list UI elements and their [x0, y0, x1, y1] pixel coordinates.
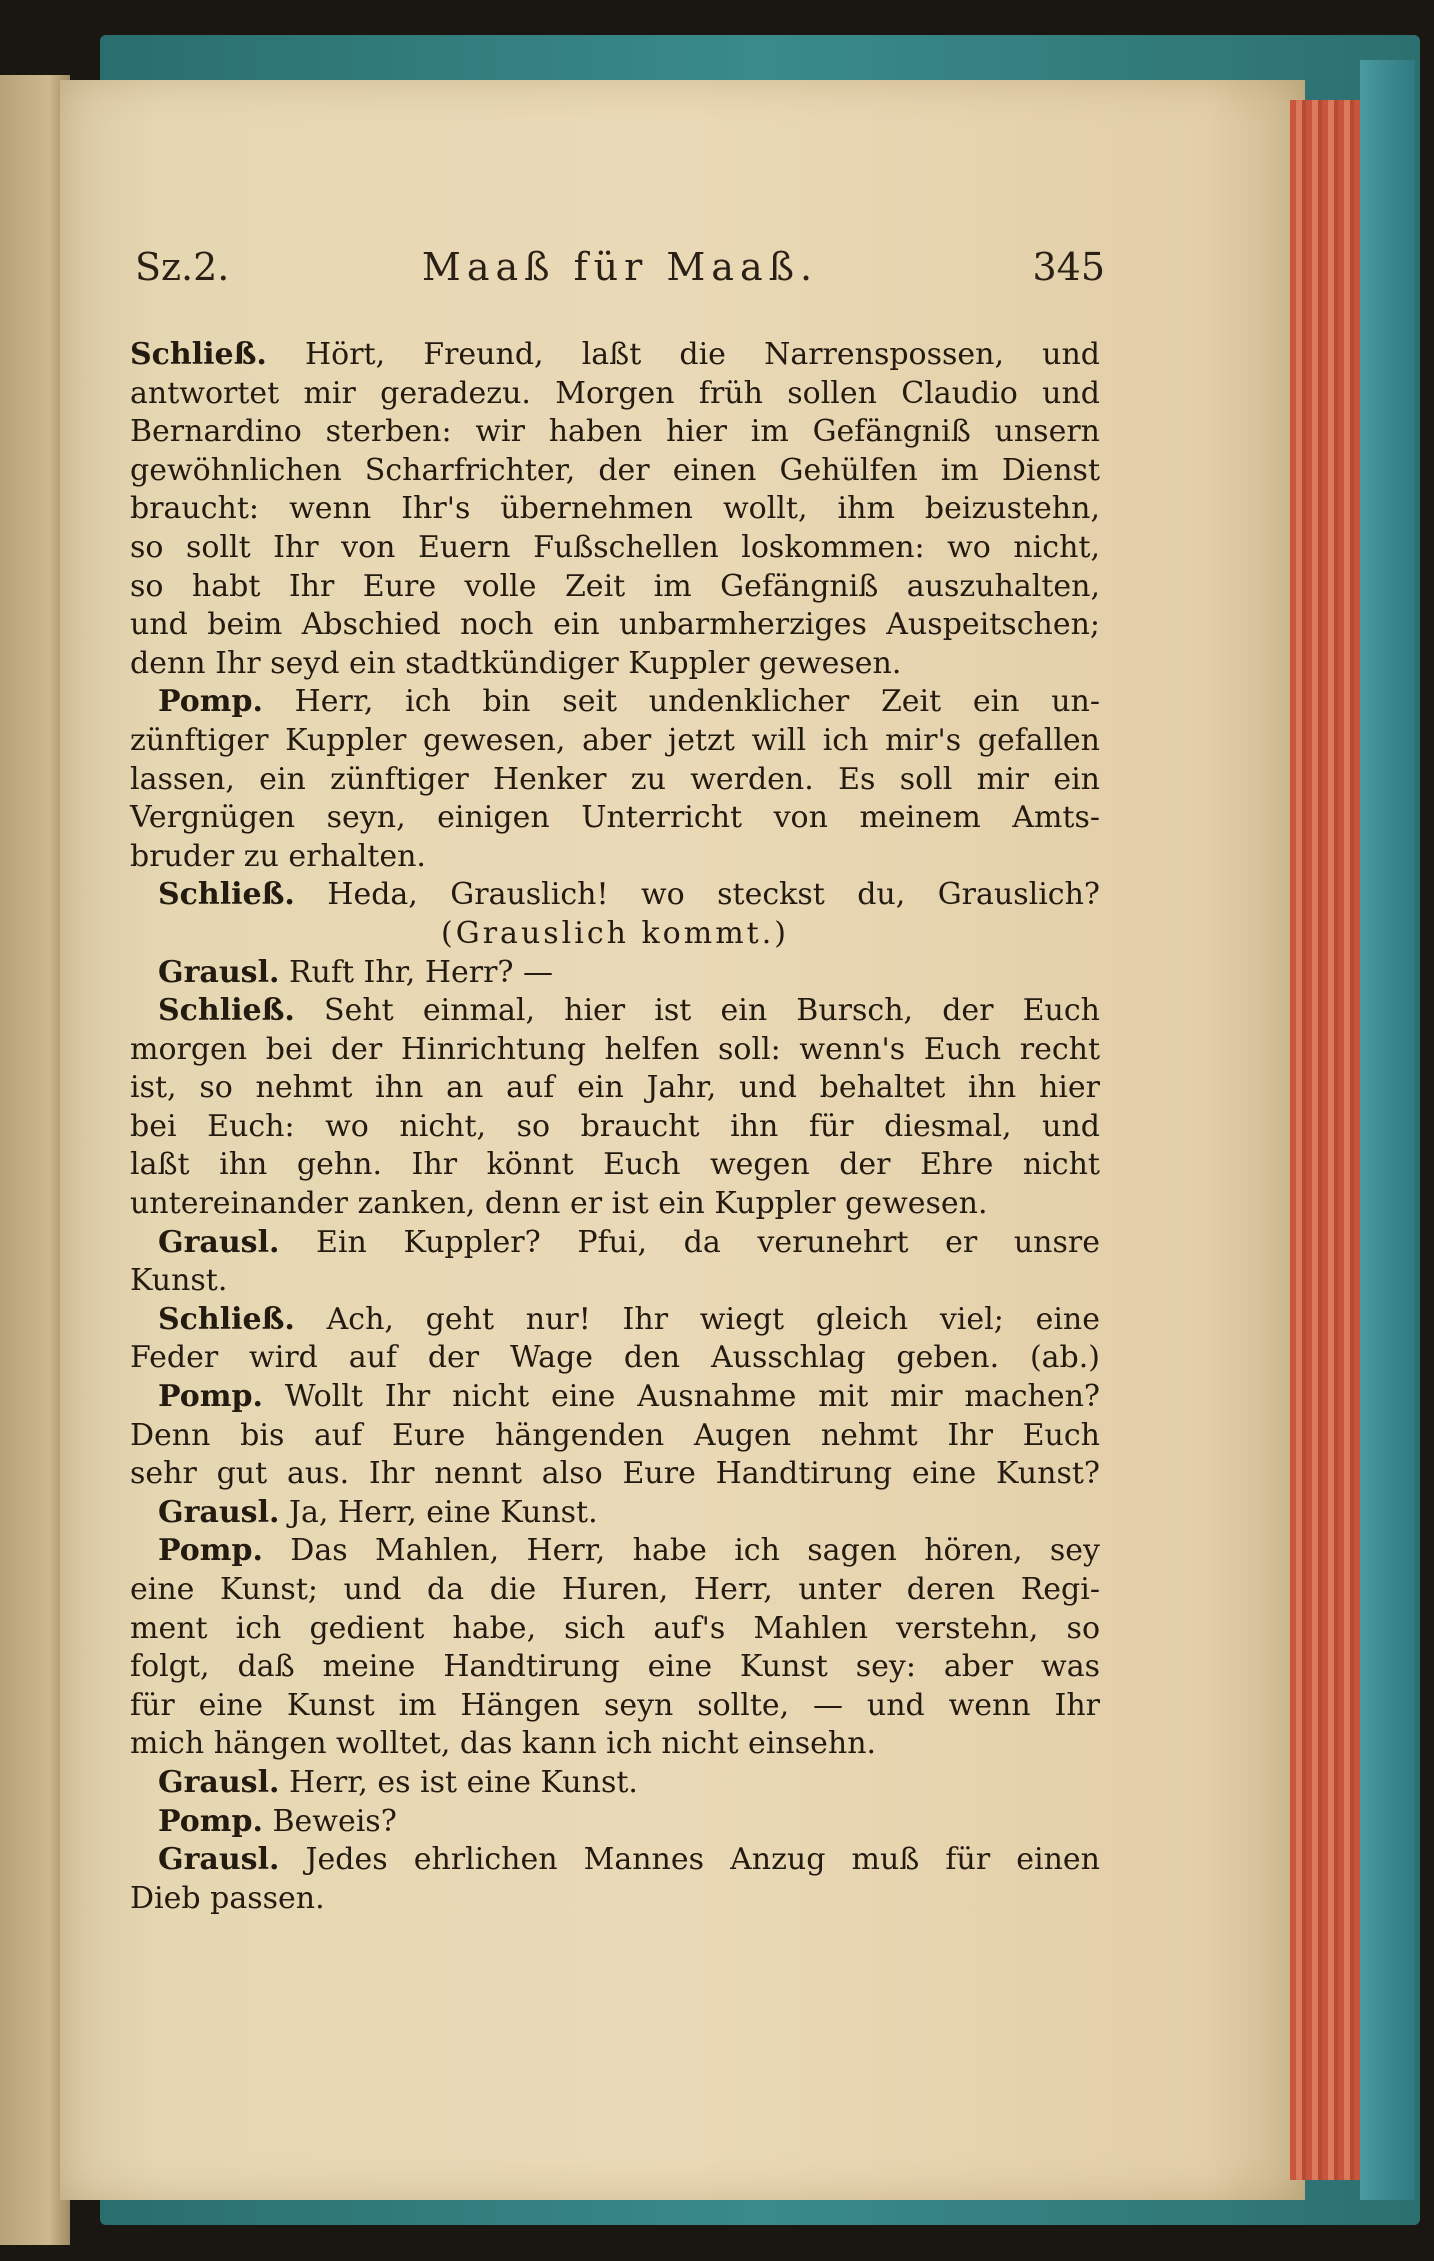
line-text: ment ich gedient habe, sich auf's Mahlen verstehn, so: [130, 1610, 1100, 1646]
text-line: [130, 1725, 1100, 1764]
speaker-name: Schließ.: [158, 993, 295, 1029]
line-text: braucht: wenn Ihr's übernehmen wollt, ihm beizustehn,: [130, 491, 1100, 527]
text-line: [130, 1880, 1100, 1919]
text-line: [130, 1764, 1100, 1803]
line-text: Heda, Grauslich! wo steckst du, Grauslich?: [294, 877, 1100, 913]
speaker-name: Pomp.: [158, 684, 263, 720]
line-text: Seht einmal, hier ist ein Bursch, der Euch: [294, 993, 1100, 1029]
line-text: Bernardino sterben: wir haben hier im Gefängniß unsern: [130, 414, 1100, 450]
line-text: bei Euch: wo nicht, so braucht ihn für diesmal, und: [130, 1108, 1100, 1144]
line-text: Ja, Herr, eine Kunst.: [279, 1494, 598, 1530]
line-text: mich hängen wolltet, das kann ich nicht einsehn.: [130, 1726, 877, 1762]
line-text: sehr gut aus. Ihr nennt also Eure Handtirung eine Kunst?: [130, 1456, 1100, 1492]
speaker-name: Grausl.: [158, 1842, 280, 1878]
line-text: (Grauslich kommt.): [441, 915, 789, 951]
line-text: folgt, daß meine Handtirung eine Kunst sey: aber was: [130, 1649, 1100, 1685]
line-text: morgen bei der Hinrichtung helfen soll: wenn's Euch recht: [130, 1031, 1100, 1067]
line-text: so sollt Ihr von Euern Fußschellen loskommen: wo nicht,: [130, 529, 1100, 565]
line-text: eine Kunst; und da die Huren, Herr, unter deren Regi-: [130, 1572, 1100, 1607]
speaker-name: Pomp.: [158, 1803, 263, 1839]
text-line: [130, 645, 1100, 684]
text-line: [130, 1455, 1100, 1494]
speaker-name: Schließ.: [158, 877, 295, 913]
speaker-name: Grausl.: [158, 1494, 280, 1530]
line-text: Kunst.: [130, 1263, 228, 1299]
line-text: Feder wird auf der Wage den Ausschlag geben. (ab.): [130, 1340, 1100, 1376]
text-line: [130, 490, 1100, 529]
text-line: [130, 1378, 1100, 1417]
speaker-name: Schließ.: [130, 337, 267, 372]
line-text: Vergnügen seyn, einigen Unterricht von meinem Amts-: [130, 800, 1100, 836]
text-line: [130, 954, 1100, 993]
text-line: [130, 1494, 1100, 1533]
text-line: [130, 1803, 1100, 1842]
book-cover-edge: [1360, 60, 1415, 2200]
text-line: [130, 1185, 1100, 1224]
text-line: [130, 452, 1100, 491]
page-stack-edge: [1290, 100, 1360, 2180]
text-line: [130, 1069, 1100, 1108]
text-line: [130, 876, 1100, 915]
speaker-name: Pomp.: [158, 1533, 263, 1569]
text-line: [130, 529, 1100, 568]
speaker-name: Grausl.: [158, 1224, 280, 1260]
speaker-name: Schließ.: [158, 1301, 295, 1337]
page-number: 345: [1032, 245, 1105, 289]
text-line: [130, 1571, 1100, 1610]
text-line: [130, 1687, 1100, 1726]
line-text: lassen, ein zünftiger Henker zu werden. Es soll mir ein: [130, 761, 1100, 797]
line-text: laßt ihn gehn. Ihr könnt Euch wegen der Ehre nicht: [130, 1147, 1100, 1183]
text-line: [130, 1262, 1100, 1301]
line-text: Ein Kuppler? Pfui, da verunehrt er unsre: [279, 1224, 1100, 1260]
text-line: [130, 1532, 1100, 1571]
line-text: Herr, es ist eine Kunst.: [279, 1764, 638, 1800]
text-line: [130, 1146, 1100, 1185]
text-line: [130, 992, 1100, 1031]
line-text: Wollt Ihr nicht eine Ausnahme mit mir machen?: [262, 1379, 1100, 1415]
text-line: [130, 375, 1100, 414]
line-text: und beim Abschied noch ein unbarmherziges Auspeitschen;: [130, 607, 1100, 643]
text-line: [130, 1108, 1100, 1147]
line-text: Ach, geht nur! Ihr wiegt gleich viel; eine: [294, 1301, 1100, 1337]
text-line: [130, 683, 1100, 722]
text-line: [130, 1339, 1100, 1378]
line-text: untereinander zanken, denn er ist ein Kuppler gewesen.: [130, 1186, 988, 1222]
text-line: [130, 761, 1100, 800]
line-text: Das Mahlen, Herr, habe ich sagen hören, sey: [262, 1533, 1100, 1569]
running-title: Maaß für Maaß.: [421, 245, 819, 289]
text-line: [130, 1648, 1100, 1687]
line-text: Jedes ehrlichen Mannes Anzug muß für einen: [279, 1842, 1100, 1878]
text-line: [130, 1301, 1100, 1340]
speaker-name: Pomp.: [158, 1379, 263, 1415]
line-text: so habt Ihr Eure volle Zeit im Gefängniß auszuhalten,: [130, 568, 1100, 604]
text-line: [130, 1224, 1100, 1263]
scene-marker: Sz.2.: [135, 245, 230, 289]
line-text: Herr, ich bin seit undenklicher Zeit ein un-: [262, 684, 1100, 720]
text-line: [130, 1841, 1100, 1880]
line-text: ist, so nehmt ihn an auf ein Jahr, und behaltet ihn hier: [130, 1070, 1100, 1106]
line-text: denn Ihr seyd ein stadtkündiger Kuppler gewesen.: [130, 645, 902, 681]
line-text: zünftiger Kuppler gewesen, aber jetzt will ich mir's gefallen: [130, 722, 1100, 758]
line-text: Denn bis auf Eure hängenden Augen nehmt Ihr Euch: [130, 1417, 1100, 1453]
line-text: Hört, Freund, laßt die Narrenspossen, und: [266, 337, 1100, 372]
text-line: [130, 799, 1100, 838]
running-header: [135, 245, 1105, 295]
line-text: Dieb passen.: [130, 1880, 325, 1916]
line-text: gewöhnlichen Scharfrichter, der einen Gehülfen im Dienst: [130, 452, 1100, 488]
speaker-name: Grausl.: [158, 954, 280, 990]
text-line: [130, 413, 1100, 452]
text-line: [130, 1610, 1100, 1649]
text-line: [130, 1031, 1100, 1070]
text-line: [130, 722, 1100, 761]
text-line: [130, 1417, 1100, 1456]
text-line: [130, 915, 1100, 954]
line-text: für eine Kunst im Hängen seyn sollte, — und wenn Ihr: [130, 1687, 1100, 1723]
text-line: [130, 568, 1100, 607]
line-text: Ruft Ihr, Herr? —: [279, 954, 554, 990]
line-text: bruder zu erhalten.: [130, 838, 426, 874]
line-text: antwortet mir geradezu. Morgen früh sollen Claudio und: [130, 375, 1100, 411]
text-line: [130, 838, 1100, 877]
line-text: Beweis?: [262, 1803, 397, 1839]
speaker-name: Grausl.: [158, 1764, 280, 1800]
text-line: [130, 336, 1100, 375]
page-body: [130, 336, 1100, 1918]
text-line: [130, 606, 1100, 645]
